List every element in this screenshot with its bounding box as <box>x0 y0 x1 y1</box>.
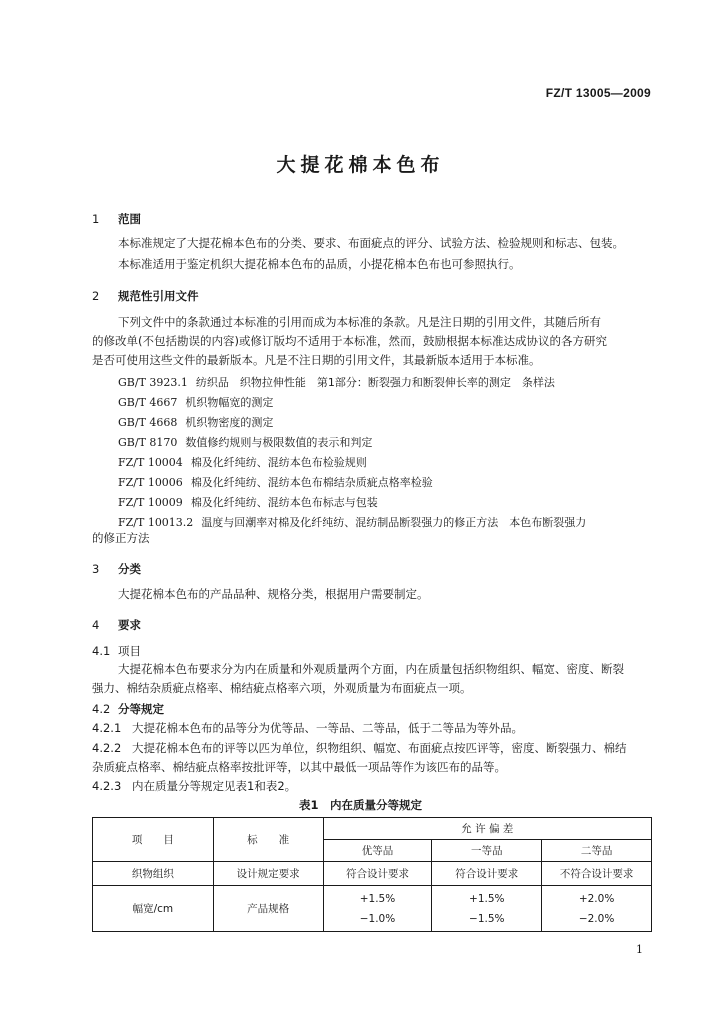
paragraph: 强力、棉结杂质疵点格率、棉结疵点格率六项，外观质量为布面疵点一项。 <box>92 681 472 695</box>
reference-title: 机织物幅宽的测定 <box>185 396 274 409</box>
subsection-heading <box>92 643 141 659</box>
paragraph: 杂质疵点格率、棉结疵点格率按批评等，以其中最低一项品等作为该匹布的品等。 <box>92 760 506 774</box>
paragraph: 是否可使用这些文件的最新版本。凡是不注日期的引用文件，其最新版本适用于本标准。 <box>92 353 541 367</box>
clause-text: 大提花棉本色布的评等以匹为单位，织物组织、幅宽、布面疵点按匹评等，密度、断裂强力、棉结 <box>132 741 627 755</box>
paragraph: 下列文件中的条款通过本标准的引用而成为本标准的条款。凡是注日期的引用文件，其随后所有 <box>118 315 601 329</box>
reference-title: 棉及化纤纯纺、混纺本色布检验规则 <box>190 456 367 469</box>
paragraph: 的修改单(不包括勘误的内容)或修订版均不适用于本标准，然而，鼓励根据本标准达成协议的各方研究 <box>92 334 607 348</box>
reference-title: 机织物密度的测定 <box>185 416 274 429</box>
subsection-number: 4.2 <box>92 702 111 716</box>
clause-4-2-3 <box>92 777 296 796</box>
clause-number: 4.2.2 <box>92 741 122 755</box>
cell-premium <box>323 886 432 932</box>
paragraph: 大提花棉本色布要求分为内在质量和外观质量两个方面，内在质量包括织物组织、幅宽、密度、断裂 <box>118 662 624 676</box>
reference-title: 棉及化纤纯纺、混纺本色布棉结杂质疵点格率检验 <box>190 476 433 489</box>
subsection-number: 4.1 <box>92 644 111 658</box>
cell-first: 符合设计要求 <box>432 862 542 886</box>
reference-item <box>118 394 273 410</box>
subsection-title: 项目 <box>118 644 141 658</box>
cell-standard: 产品规格 <box>213 886 323 932</box>
section-heading-scope <box>92 211 141 227</box>
section-title: 范围 <box>118 212 141 226</box>
header-item: 项 目 <box>93 818 214 862</box>
upper-tolerance: +1.5% <box>469 892 505 905</box>
table-caption: 表1 内在质量分等规定 <box>298 798 422 812</box>
page-number: 1 <box>636 943 643 956</box>
reference-code: GB/T 4668 <box>118 416 178 429</box>
reference-code: GB/T 8170 <box>118 436 178 449</box>
upper-tolerance: +2.0% <box>578 892 615 905</box>
page-title: 大提花棉本色布 <box>276 154 445 176</box>
reference-code: GB/T 4667 <box>118 396 178 409</box>
section-heading-normative <box>92 288 199 304</box>
cell-premium: 符合设计要求 <box>323 862 432 886</box>
section-title: 规范性引用文件 <box>118 289 199 303</box>
section-number: 3 <box>92 562 100 576</box>
table-row <box>93 886 652 932</box>
clause-text: 大提花棉本色布的品等分为优等品、一等品、二等品，低于二等品为等外品。 <box>132 721 523 735</box>
header-grade-first: 一等品 <box>432 840 542 862</box>
subsection-title: 分等规定 <box>118 702 164 716</box>
reference-title: 温度与回潮率对棉及化纤纯纺、混纺制品断裂强力的修正方法 本色布断裂强力 <box>201 516 587 529</box>
section-heading-classification <box>92 561 141 577</box>
section-number: 4 <box>92 618 100 632</box>
reference-title: 纺织品 织物拉伸性能 第1部分：断裂强力和断裂伸长率的测定 条样法 <box>195 376 555 389</box>
cell-second <box>542 886 652 932</box>
reference-item <box>118 494 378 510</box>
lower-tolerance: −2.0% <box>578 912 615 925</box>
section-heading-requirements <box>92 617 141 633</box>
header-allowance: 允 许 偏 差 <box>323 818 651 840</box>
section-title: 要求 <box>118 618 141 632</box>
section-title: 分类 <box>118 562 141 576</box>
clause-text: 内在质量分等规定见表1和表2。 <box>132 779 297 793</box>
reference-continuation: 的修正方法 <box>92 531 150 545</box>
reference-item <box>118 434 372 450</box>
reference-item <box>118 514 586 530</box>
reference-code: FZ/T 10006 <box>118 476 183 489</box>
reference-item <box>118 454 367 470</box>
table-row <box>93 862 652 886</box>
cell-first <box>432 886 542 932</box>
lower-tolerance: −1.0% <box>359 912 396 925</box>
header-grade-premium: 优等品 <box>323 840 432 862</box>
lower-tolerance: −1.5% <box>469 912 505 925</box>
cell-item: 幅宽/cm <box>93 886 214 932</box>
clause-number: 4.2.1 <box>92 721 122 735</box>
section-number: 1 <box>92 212 100 226</box>
clause-4-2-1 <box>92 719 523 738</box>
upper-tolerance: +1.5% <box>359 892 396 905</box>
reference-code: FZ/T 10013.2 <box>118 516 194 529</box>
reference-code: GB/T 3923.1 <box>118 376 188 389</box>
header-grade-second: 二等品 <box>542 840 652 862</box>
cell-item: 织物组织 <box>93 862 214 886</box>
standard-code: FZ/T 13005—2009 <box>545 86 651 100</box>
subsection-heading <box>92 701 164 717</box>
reference-title: 数值修约规则与极限数值的表示和判定 <box>185 436 373 449</box>
reference-code: FZ/T 10004 <box>118 456 183 469</box>
reference-item <box>118 374 555 390</box>
clause-number: 4.2.3 <box>92 779 122 793</box>
reference-item <box>118 474 433 490</box>
header-standard: 标 准 <box>213 818 323 862</box>
cell-standard: 设计规定要求 <box>213 862 323 886</box>
reference-item <box>118 414 273 430</box>
paragraph: 大提花棉本色布的产品品种、规格分类，根据用户需要制定。 <box>118 587 429 601</box>
reference-title: 棉及化纤纯纺、混纺本色布标志与包装 <box>190 496 378 509</box>
paragraph: 本标准规定了大提花棉本色布的分类、要求、布面疵点的评分、试验方法、检验规则和标志、包装。 <box>118 236 624 250</box>
section-number: 2 <box>92 289 100 303</box>
clause-4-2-2 <box>92 739 627 758</box>
quality-grade-table <box>92 817 652 932</box>
reference-code: FZ/T 10009 <box>118 496 183 509</box>
paragraph: 本标准适用于鉴定机织大提花棉本色布的品质，小提花棉本色布也可参照执行。 <box>118 257 521 271</box>
cell-second: 不符合设计要求 <box>542 862 652 886</box>
